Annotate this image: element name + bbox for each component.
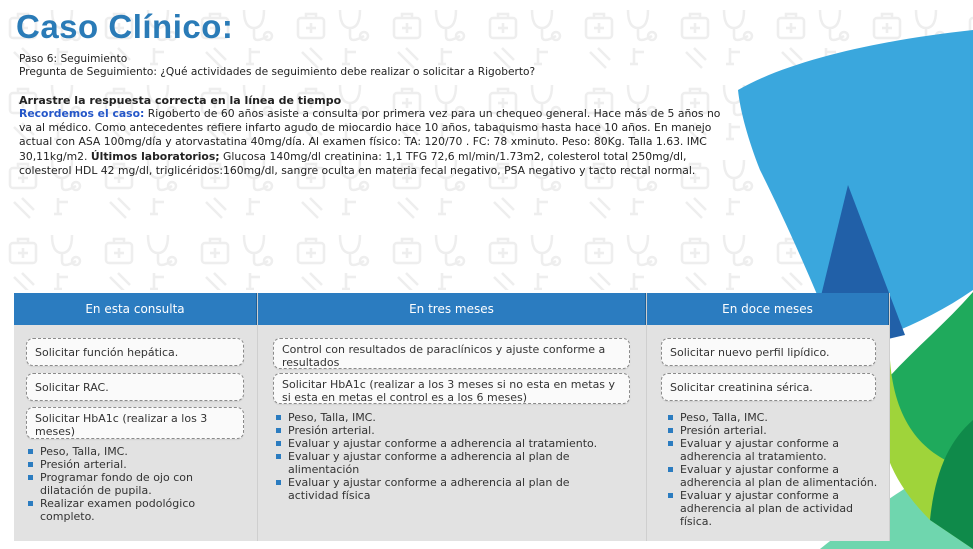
draggable-card[interactable]: Solicitar nuevo perfil lipídico. xyxy=(661,338,876,366)
step-label: Paso 6: Seguimiento xyxy=(19,53,128,65)
bullet-list-now xyxy=(27,445,242,523)
case-lab-label: Últimos laboratorios; xyxy=(90,149,220,163)
list-item: Evaluar y ajustar conforme a adherencia al plan de actividad física. xyxy=(667,489,887,528)
case-lead: Recordemos el caso: xyxy=(19,107,145,120)
draggable-card[interactable]: Solicitar HbA1c (realizar a los 3 meses) xyxy=(26,407,244,439)
draggable-card[interactable]: Control con resultados de paraclínicos y ajuste conforme a resultados xyxy=(273,338,630,369)
list-item: Peso, Talla, IMC. xyxy=(667,411,887,424)
list-item: Presión arterial. xyxy=(27,458,242,471)
bullet-list-twelve-months xyxy=(667,411,887,528)
draggable-card[interactable]: Solicitar creatinina sérica. xyxy=(661,373,876,401)
case-description xyxy=(19,107,724,178)
draggable-card[interactable]: Solicitar función hepática. xyxy=(26,338,244,366)
list-item: Evaluar y ajustar conforme a adherencia al tratamiento. xyxy=(275,437,620,450)
list-item: Presión arterial. xyxy=(275,424,620,437)
list-item: Evaluar y ajustar conforme a adherencia al plan de actividad física xyxy=(275,476,620,502)
list-item: Programar fondo de ojo con dilatación de pupila. xyxy=(27,471,242,497)
draggable-card[interactable]: Solicitar RAC. xyxy=(26,373,244,401)
list-item: Presión arterial. xyxy=(667,424,887,437)
question-text: Pregunta de Seguimiento: ¿Qué actividades de seguimiento debe realizar o solicitar a Rigoberto? xyxy=(19,66,536,78)
draggable-card[interactable]: Solicitar HbA1c (realizar a los 3 meses si no esta en metas y si esta en metas el control es a los 6 meses) xyxy=(273,373,630,404)
column-header-twelve-months: En doce meses xyxy=(647,293,889,325)
instruction-text: Arrastre la respuesta correcta en la línea de tiempo xyxy=(19,94,342,107)
list-item: Peso, Talla, IMC. xyxy=(27,445,242,458)
list-item: Peso, Talla, IMC. xyxy=(275,411,620,424)
case-text-2: Glucosa 140mg/dl creatinina: 1,1 TFG 72,6 ml/min/1.73m2, colesterol total 250mg/dl, colesterol HDL 42 mg/dl, triglicéridos:160mg/dl, sangre oculta en materia fecal negativo, PSA negativo y tacto rectal normal. xyxy=(19,149,696,177)
list-item: Evaluar y ajustar conforme a adherencia al plan de alimentación. xyxy=(667,463,887,489)
page-title: Caso Clínico: xyxy=(16,8,234,45)
bullet-list-three-months xyxy=(275,411,620,502)
timeline-column-twelve-months xyxy=(647,293,890,541)
column-header-now: En esta consulta xyxy=(14,293,257,325)
case-text-1: Rigoberto de 60 años asiste a consulta por primera vez para un chequeo general. Hace más de 5 años no va al médico. Como antecedentes refiere infarto agudo de miocardio hace 10 años, tabaquismo hasta hace 10 años. En manejo actual con ASA 100mg/día y atorvastatina 40mg/día. Al examen físico: TA: 120/70 . FC: 78 xminuto. Peso: 80Kg. Talla 1.63. IMC 30,11kg/m2. xyxy=(19,107,721,163)
column-header-three-months: En tres meses xyxy=(258,293,646,325)
list-item: Evaluar y ajustar conforme a adherencia al plan de alimentación xyxy=(275,450,620,476)
timeline-column-now xyxy=(14,293,258,541)
timeline-column-three-months xyxy=(258,293,647,541)
list-item: Evaluar y ajustar conforme a adherencia al tratamiento. xyxy=(667,437,887,463)
list-item: Realizar examen podológico completo. xyxy=(27,497,242,523)
